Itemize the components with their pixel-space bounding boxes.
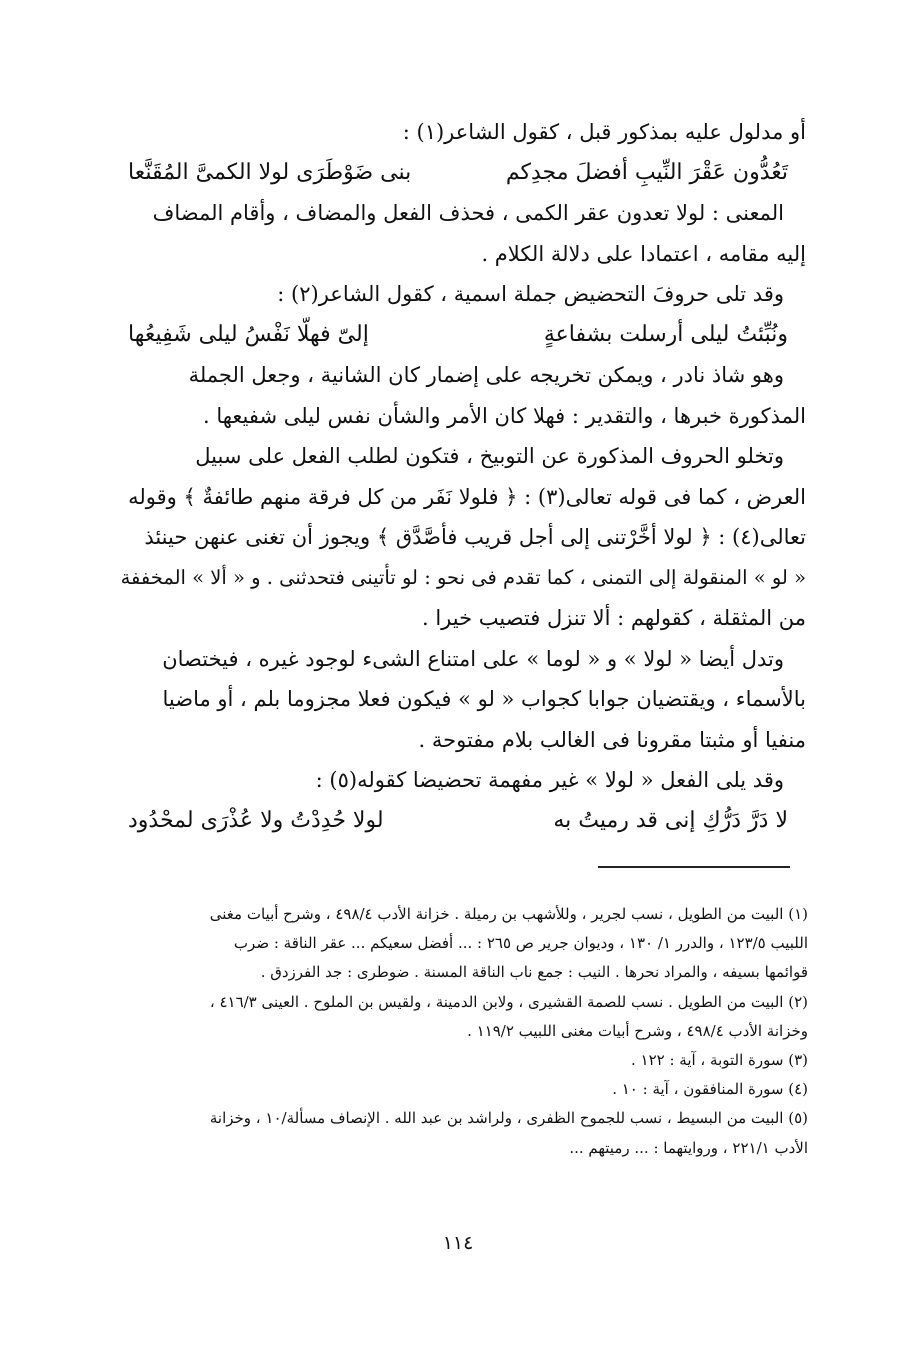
text-line: « لو » المنقولة إلى التمنى ، كما تقدم فى نحو : لو تأتينى فتحدثنى . و « ألا » المخففة [120, 565, 806, 589]
verse-second-hemistich: لولا حُدِدْتُ ولا عُذْرَى لمحْدُود [128, 807, 384, 833]
text-line: المعنى : لولا تعدون عقر الكمى ، فحذف الفعل والمضاف ، وأقام المضاف [152, 201, 784, 225]
page-number: ١١٤ [442, 1232, 474, 1254]
text-line: وقد تلى حروفَ التحضيض جملة اسمية ، كقول الشاعر(٢) : [277, 282, 784, 306]
footnote-line: (٣) سورة التوبة ، آية : ١٢٢ . [630, 1051, 808, 1070]
text-line: بالأسماء ، ويقتضيان جوابا كجواب « لو » فيكون فعلا مجزوما بلم ، أو ماضيا [162, 687, 806, 711]
poetry-verse [118, 153, 806, 194]
poetry-verse [118, 315, 806, 356]
footnote-line: قوائمها بسيفه ، والمراد نحرها . النيب : جمع ناب الناقة المسنة . ضوطرى : جد الفرزدق . [260, 963, 808, 982]
text-line: وتدل أيضا « لولا » و « لوما » على امتناع الشىء لوجود غيره ، فيختصان [162, 646, 784, 671]
footnote-line: (٥) البيت من البسيط ، نسب للجموح الظفرى ، ولراشد بن عبد الله . الإنصاف مسألة/١٠ ، وخزانة [209, 1109, 808, 1128]
text-line: العرض ، كما فى قوله تعالى(٣) : ﴿ فلولا نَفَر من كل فرقة منهم طائفةٌ ﴾ وقوله [128, 484, 806, 509]
poetry-verse [118, 801, 806, 842]
text-line: من المثقلة ، كقولهم : ألا تنزل فتصيب خيرا . [421, 606, 806, 630]
text-line: المذكورة خبرها ، والتقدير : فهلا كان الأمر والشأن نفس ليلى شفيعها . [202, 403, 806, 428]
verse-second-hemistich: إلىّ فهلّا نَفْسُ ليلى شَفِيعُها [128, 321, 369, 347]
footnote-line: (٢) البيت من الطويل . نسب للصمة القشيرى ، ولابن الدمينة ، ولقيس بن الملوح . العينى ٤١٦/٣ ، [209, 992, 808, 1011]
footnote-separator [598, 866, 790, 868]
footnote-line: الأدب ٢٢١/١ ، وروايتهما : ... رميتهم ... [569, 1138, 808, 1157]
footnote-line: (١) البيت من الطويل ، نسب لجرير ، وللأشهب بن رميلة . خزانة الأدب ٤٩٨/٤ ، وشرح أبيات مغنى [209, 905, 808, 923]
text-line: وقد يلى الفعل « لولا » غير مفهمة تحضيضا كقوله(٥) : [315, 768, 784, 792]
text-line: إليه مقامه ، اعتمادا على دلالة الكلام . [481, 241, 806, 266]
text-line: وهو شاذ نادر ، ويمكن تخريجه على إضمار كان الشانية ، وجعل الجملة [188, 363, 784, 387]
footnote-line: وخزانة الأدب ٤٩٨/٤ ، وشرح أبيات مغنى اللبيب ١١٩/٢ . [467, 1021, 808, 1040]
verse-first-hemistich: تَعُدُّون عَقْرَ النِّيبِ أفضلَ مجدِكم [505, 159, 788, 185]
footnotes [118, 900, 808, 1163]
text-line: أو مدلول عليه بمذكور قبل ، كقول الشاعر(١) : [402, 120, 806, 144]
footnote-line: (٤) سورة المنافقون ، آية : ١٠ . [612, 1080, 808, 1099]
text-line: وتخلو الحروف المذكورة عن التوبيخ ، فتكون لطلب الفعل على سبيل [195, 444, 784, 468]
verse-second-hemistich: بنى ضَوْطَرَى لولا الكمىَّ المُقَنَّعا [128, 159, 412, 185]
text-line: منفيا أو مثبتا مقرونا فى الغالب بلام مفتوحة . [418, 727, 806, 752]
verse-first-hemistich: لا دَرَّ دَرُّكِ إنى قد رميتُ به [553, 807, 788, 833]
text-line: تعالى(٤) : ﴿ لولا أخَّرْتنى إلى أجل قريب فأصَّدَّق ﴾ ويجوز أن تغنى عنهن حينئذ [144, 525, 806, 549]
main-text [118, 112, 806, 841]
verse-first-hemistich: ونُبِّئتُ ليلى أرسلت بشفاعةٍ [543, 321, 788, 347]
footnote-line: اللبيب ١٢٣/٥ ، والدرر ١/ ١٣٠ ، وديوان جرير ص ٢٦٥ : ... أفضل سعيكم ... عقر الناقة : ضرب [233, 934, 808, 953]
